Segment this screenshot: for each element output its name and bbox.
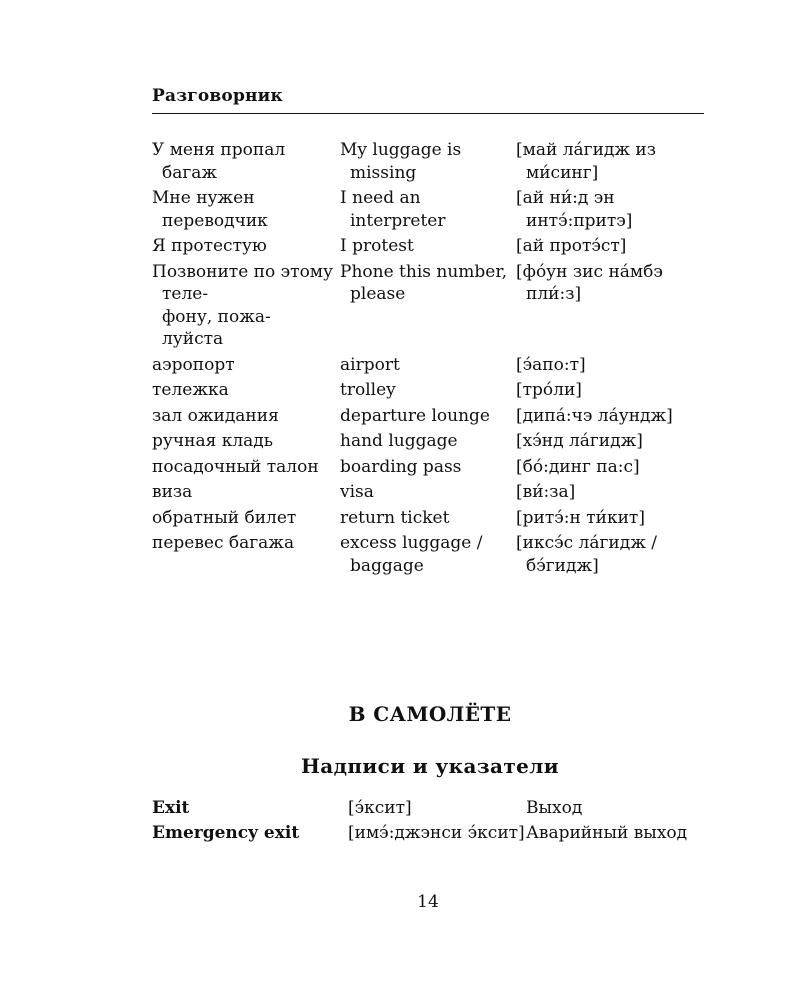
phrase-english: visa xyxy=(340,482,374,502)
phrase-english: boarding pass xyxy=(340,456,462,477)
phrase-russian: посадочный талон xyxy=(152,456,319,477)
phrase-english: airport xyxy=(340,354,400,375)
sign-english: Exit xyxy=(152,798,190,818)
phrase-row xyxy=(152,481,712,504)
phrase-transcription: [ай протэ́ст] xyxy=(516,236,627,256)
phrase-russian: У меня пропал багаж xyxy=(152,140,286,183)
phrase-transcription: [фо́ун зис на́мбэ пли́:з] xyxy=(516,261,663,304)
phrase-transcription: [э́апо:т] xyxy=(516,354,586,375)
signs-table xyxy=(152,797,692,847)
phrase-english: excess luggage / baggage xyxy=(340,533,483,576)
phrase-russian: виза xyxy=(152,482,193,502)
phrase-transcription: [бо́:динг па:с] xyxy=(516,456,640,477)
phrase-russian: тележка xyxy=(152,380,229,400)
phrase-transcription: [тро́ли] xyxy=(516,380,582,400)
sign-english: Emergency exit xyxy=(152,823,300,843)
phrase-english: I protest xyxy=(340,236,414,256)
header-rule xyxy=(152,113,704,114)
phrase-english: Phone this number, please xyxy=(340,261,508,304)
sign-transcription: [имэ́:джэнси э́ксит] xyxy=(348,823,525,843)
phrase-english: I need an interpreter xyxy=(340,188,446,231)
phrase-transcription: [ритэ́:н ти́кит] xyxy=(516,507,645,528)
phrase-russian: Позвоните по этому теле- фону, пожа- луйста xyxy=(152,261,334,349)
phrase-row xyxy=(152,235,712,258)
page-number: 14 xyxy=(417,892,439,912)
phrase-transcription: [хэ́нд ла́гидж] xyxy=(516,431,643,451)
phrase-russian: аэропорт xyxy=(152,354,235,375)
sign-row xyxy=(152,797,692,820)
phrase-transcription: [ай ни́:д эн интэ́:притэ] xyxy=(516,188,633,231)
phrase-russian: ручная кладь xyxy=(152,431,274,451)
phrase-row xyxy=(152,405,712,428)
phrase-russian: Мне нужен переводчик xyxy=(152,188,268,231)
subsection-title: Надписи и указатели xyxy=(300,754,559,778)
phrase-row xyxy=(152,139,712,184)
sign-row xyxy=(152,822,692,845)
phrase-english: hand luggage xyxy=(340,431,458,451)
phrase-table xyxy=(152,139,712,580)
phrase-english: return ticket xyxy=(340,507,450,528)
phrase-english: My luggage is missing xyxy=(340,140,462,183)
phrase-transcription: [дипа́:чэ ла́ундж] xyxy=(516,405,673,426)
phrase-row xyxy=(152,261,712,351)
phrase-english: departure lounge xyxy=(340,405,490,426)
phrase-row xyxy=(152,507,712,530)
phrase-russian: перевес багажа xyxy=(152,533,295,553)
phrase-row xyxy=(152,430,712,453)
phrase-row xyxy=(152,187,712,232)
phrase-row xyxy=(152,532,712,577)
phrase-row xyxy=(152,354,712,377)
section-title: В САМОЛЁТЕ xyxy=(348,702,512,726)
sign-transcription: [э́ксит] xyxy=(348,798,412,818)
running-head: Разговорник xyxy=(152,86,283,106)
sign-russian: Аварийный выход xyxy=(526,823,688,843)
phrase-russian: Я протестую xyxy=(152,236,267,256)
phrase-transcription: [ви́:за] xyxy=(516,482,576,502)
phrase-english: trolley xyxy=(340,380,396,400)
phrase-russian: обратный билет xyxy=(152,507,297,528)
phrase-russian: зал ожидания xyxy=(152,405,279,426)
sign-russian: Выход xyxy=(526,798,583,818)
phrase-transcription: [иксэ́с ла́гидж / бэ́гидж] xyxy=(516,533,657,576)
phrase-transcription: [май ла́гидж из ми́синг] xyxy=(516,140,657,183)
phrase-row xyxy=(152,379,712,402)
phrase-row xyxy=(152,456,712,479)
